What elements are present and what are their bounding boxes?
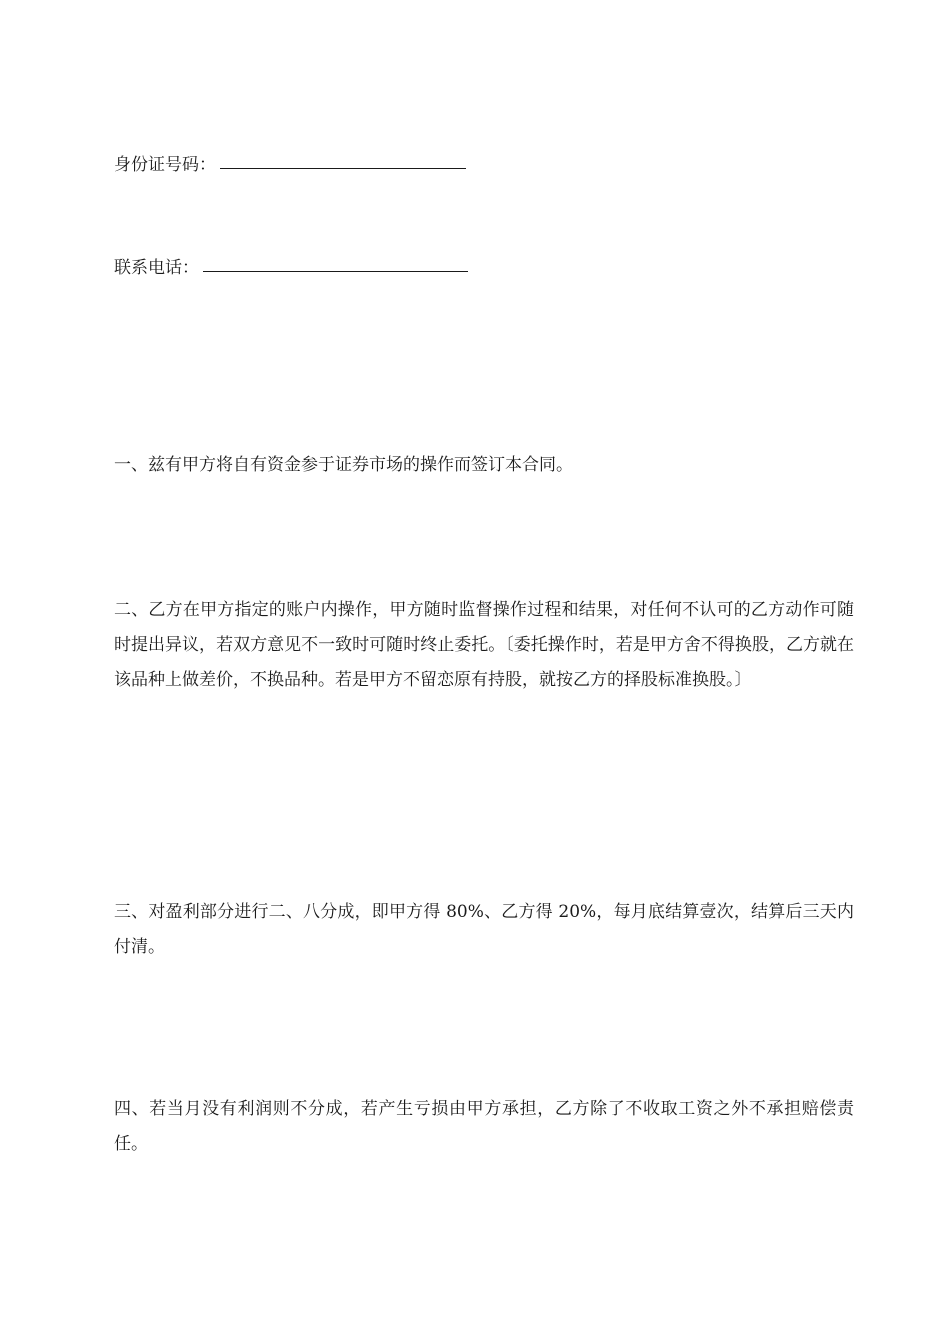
id-number-label: 身份证号码： [114, 155, 216, 175]
clause-2: 二、乙方在甲方指定的账户内操作，甲方随时监督操作过程和结果，对任何不认可的乙方动作可随时提出异议，若双方意见不一致时可随时终止委托。〔委托操作时，若是甲方舍不得换股，乙方就在该品种上做差价，不换品种。若是甲方不留恋原有持股，就按乙方的择股标准换股。〕 [114, 600, 854, 690]
phone-label: 联系电话： [114, 258, 199, 278]
phone-blank-line[interactable] [203, 255, 468, 272]
clause-1: 一、兹有甲方将自有资金参于证券市场的操作而签订本合同。 [114, 455, 573, 475]
phone-field [114, 255, 468, 281]
id-number-blank-line[interactable] [220, 152, 466, 169]
clause-3: 三、对盈利部分进行二、八分成，即甲方得 80%、乙方得 20%，每月底结算壹次，结算后三天内付清。 [114, 902, 854, 957]
clause-4: 四、若当月没有利润则不分成，若产生亏损由甲方承担，乙方除了不收取工资之外不承担赔偿责任。 [114, 1099, 854, 1154]
id-number-field [114, 152, 466, 178]
